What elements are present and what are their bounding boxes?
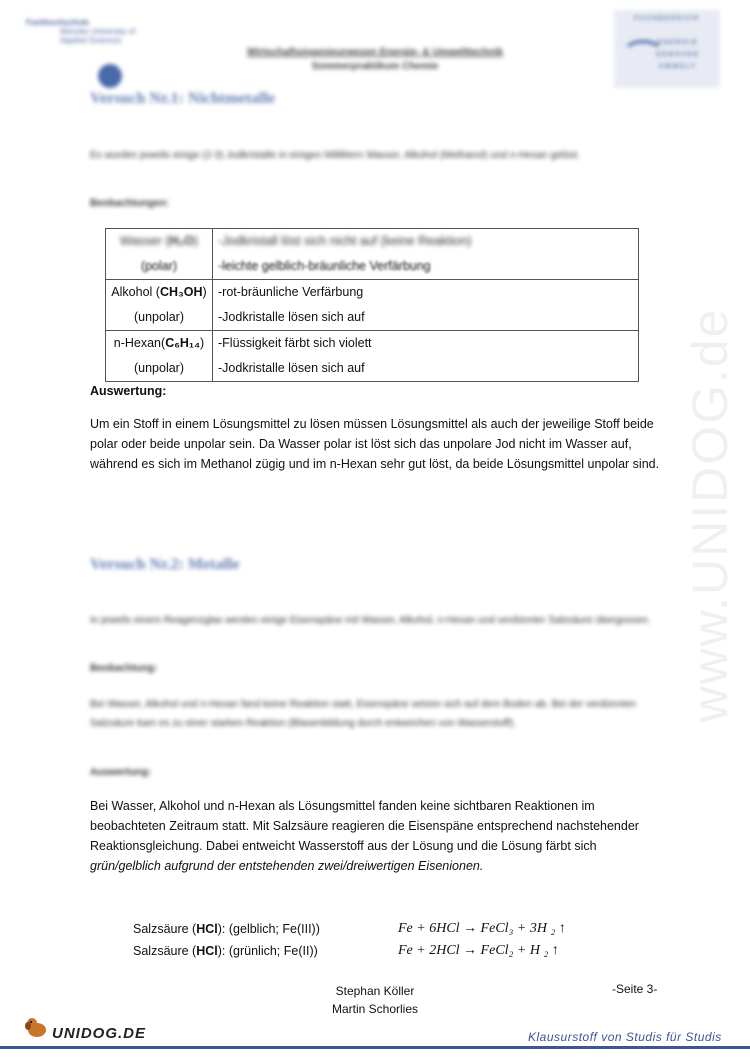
page-number: -Seite 3-	[612, 982, 658, 996]
substance-polarity: (polar)	[140, 259, 178, 273]
section1-evaluation-text: Um ein Stoff in einem Lösungsmittel zu lösen müssen Lösungsmittel als auch der jeweilige Stoff beide polar oder beide unpolar sein. Da Wasser polar ist löst sich das unpolare Jod nicht im Wasser auf, während es sich im Methanol zügig und im n-Hexan sehr gut löst, da beide Lösungsmittel unpolar sind.	[90, 417, 660, 471]
equation-formula: Fe + 2HCl → FeCl₂ + H ₂ ↑	[398, 943, 559, 958]
substance-formula: C₆H₁₄	[165, 336, 201, 350]
equation-formula: Fe + 6HCl → FeCl₃ + 3H ₂ ↑	[398, 921, 566, 936]
substance-line	[106, 331, 212, 356]
substance-suffix: )	[200, 336, 205, 350]
university-logo-text	[26, 18, 135, 45]
table-row	[106, 229, 639, 280]
observation-line1: -Flüssigkeit färbt sich violett	[218, 336, 372, 350]
observation-line2: -Jodkristalle lösen sich auf	[218, 361, 365, 375]
substance-suffix: )	[202, 285, 207, 299]
faculty-line2: GEBÄUDE	[655, 52, 700, 58]
observations-table	[105, 228, 639, 382]
university-logo-icon	[98, 64, 122, 88]
section1-intro: Es wurden jeweils einige (2-3) Jodkristalle in einigen Millilitern Wasser, Alkohol (Methanol) und n-Hexan gelöst.	[90, 150, 580, 161]
university-line3: Applied Sciences	[60, 36, 122, 45]
author-name: Martin Schorlies	[331, 1002, 419, 1016]
equation-bold: HCl	[196, 922, 218, 936]
university-line2: Münster University of	[60, 27, 136, 36]
table-cell-observation	[213, 331, 639, 382]
substance-polarity: (unpolar)	[133, 310, 185, 324]
substance-formula: CH₃OH	[159, 285, 203, 299]
tagline: Klausurstoff von Studis für Studis	[528, 1030, 722, 1044]
watermark-text: www.UNIDOG.de	[682, 307, 738, 723]
substance-name: Alkohol (	[111, 285, 160, 299]
section2-evaluation-text	[90, 796, 660, 876]
section2-evaluation-label: Auswertung:	[90, 767, 152, 778]
equation-suffix: ): (gelblich; Fe(III))	[217, 922, 320, 936]
equation-bold: HCl	[196, 944, 218, 958]
section1-evaluation-label: Auswertung:	[90, 384, 167, 398]
table-cell-substance	[106, 280, 213, 331]
page-header	[190, 46, 560, 74]
equation-prefix: Salzsäure (	[133, 922, 197, 936]
substance-name: Wasser (	[119, 234, 170, 248]
course-title: Wirtschaftsingenieurwesen Energie- & Umwelttechnik	[246, 47, 504, 58]
footer-authors	[300, 982, 450, 1018]
substance-formula: H₂O	[169, 234, 194, 248]
section1-observations-label: Beobachtungen:	[90, 198, 169, 209]
substance-line	[106, 229, 212, 254]
observation-line1: -rot-bräunliche Verfärbung	[218, 285, 364, 299]
table-row	[106, 280, 639, 331]
brand-logo: UNIDOG.DE	[52, 1025, 147, 1042]
faculty-line1: ENERGIE	[657, 40, 699, 46]
faculty-logo	[614, 10, 720, 88]
dog-logo-icon	[24, 1014, 50, 1040]
substance-polarity: (unpolar)	[133, 361, 185, 375]
footer-divider	[0, 1046, 750, 1049]
section2-intro: In jeweils einem Reagenzglas werden einige Eisenspäne mit Wasser, Alkohol, n-Hexan und verdünnter Salzsäure übergossen.	[90, 615, 651, 626]
substance-name: n-Hexan(	[113, 336, 166, 350]
faculty-line3: UMWELT	[659, 64, 697, 70]
section1-title: Versuch Nr.1: Nichtmetalle	[90, 90, 276, 107]
table-row	[106, 331, 639, 382]
table-cell-substance	[106, 331, 213, 382]
faculty-logo-top: FACHBEREICH	[634, 16, 700, 22]
observation-line2: -leichte gelblich-bräunliche Verfärbung	[218, 259, 431, 273]
section2-evaluation-italic: grün/gelblich aufgrund der entstehenden zwei/dreiwertigen Eisenionen.	[90, 859, 484, 873]
equation-suffix: ): (grünlich; Fe(II))	[217, 944, 318, 958]
subject-title: Sommerpraktikum Chemie	[311, 61, 439, 72]
table-cell-substance	[106, 229, 213, 280]
equation-label	[133, 918, 320, 940]
substance-line	[106, 280, 212, 305]
section2-evaluation-main: Bei Wasser, Alkohol und n-Hexan als Lösungsmittel fanden keine sichtbaren Reaktionen im beobachteten Zeitraum statt. Mit Salzsäure reagieren die Eisenspäne entsprechend nachstehender Reaktionsgleichung. Dabei entweicht Wasserstoff aus der Lösung und die Lösung färbt sich	[90, 799, 639, 853]
section2-title: Versuch Nr.2: Metalle	[90, 556, 240, 573]
substance-suffix: )	[193, 234, 199, 248]
watermark	[620, 300, 750, 730]
equation-prefix: Salzsäure (	[133, 944, 197, 958]
equation-label	[133, 940, 318, 962]
table-cell-observation	[213, 229, 639, 280]
table-cell-observation	[213, 280, 639, 331]
author-name: Stephan Köller	[335, 984, 415, 998]
observation-line2: -Jodkristalle lösen sich auf	[218, 310, 365, 324]
section2-observation-label: Beobachtung:	[90, 663, 158, 674]
university-line1: Fachhochschule	[26, 18, 90, 27]
section2-observation-text: Bei Wasser, Alkohol und n-Hexan fand keine Reaktion statt, Eisenspäne setzen sich auf dem Boden ab. Bei der verdünnten Salzsäure kam es zu einer starken Reaktion (Blasenbildung durch entweichen von Wasserstoff).	[90, 699, 637, 729]
observation-line1: -Jodkristall löst sich nicht auf (keine Reaktion)	[218, 234, 472, 248]
